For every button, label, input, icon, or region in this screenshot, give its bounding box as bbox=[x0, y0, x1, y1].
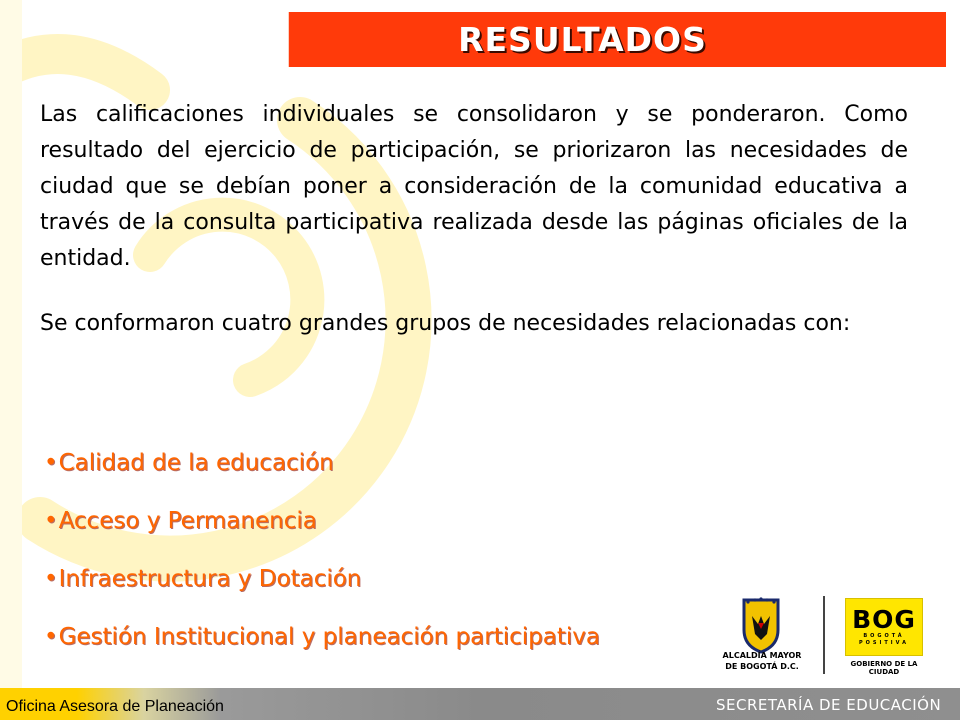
bog-logo-subtext: BOGOTÁ bbox=[863, 633, 905, 639]
needs-item-label: Gestión Institucional y planeación participativa bbox=[58, 624, 600, 650]
gobierno-label: GOBIERNO DE LA CIUDAD bbox=[850, 660, 918, 676]
page-title: RESULTADOS bbox=[458, 20, 707, 59]
bullet-marker: • bbox=[44, 624, 58, 650]
results-paragraph: Las calificaciones individuales se consolidaron y se ponderaron. Como resultado del ejercicio de participación, se priorizaron las necesidades de ciudad que se debían poner a consideración de la comunidad educativa a través de la consulta participativa realizada desde las páginas oficiales de la entidad. bbox=[40, 102, 908, 271]
needs-item-label: Infraestructura y Dotación bbox=[58, 566, 362, 592]
footer-secretaria: SECRETARÍA DE EDUCACIÓN bbox=[716, 696, 942, 714]
bullet-marker: • bbox=[44, 450, 58, 476]
needs-item-label: Calidad de la educación bbox=[58, 450, 334, 476]
groups-intro-paragraph: Se conformaron cuatro grandes grupos de necesidades relacionadas con: bbox=[40, 311, 851, 336]
needs-list-item bbox=[44, 501, 600, 559]
title-bar bbox=[288, 12, 946, 67]
bogota-positiva-logo bbox=[845, 598, 923, 656]
needs-list bbox=[44, 443, 600, 675]
needs-item-label: Acceso y Permanencia bbox=[58, 508, 317, 534]
bullet-marker: • bbox=[44, 566, 58, 592]
logo-divider bbox=[823, 596, 825, 674]
bog-logo-text: BOG bbox=[852, 605, 916, 634]
alcaldia-label-line: DE BOGOTÁ D.C. bbox=[725, 662, 799, 671]
footer-office-name: Oficina Asesora de Planeación bbox=[6, 698, 224, 715]
bog-logo-subtext: POSITIVA bbox=[858, 640, 910, 646]
footer-bar bbox=[0, 688, 960, 720]
bullet-marker: • bbox=[44, 508, 58, 534]
needs-list-item bbox=[44, 617, 600, 675]
alcaldia-label bbox=[704, 650, 820, 672]
alcaldia-label-line: ALCALDÍA MAYOR bbox=[722, 651, 802, 660]
needs-list-item bbox=[44, 443, 600, 501]
needs-list-item bbox=[44, 559, 600, 617]
